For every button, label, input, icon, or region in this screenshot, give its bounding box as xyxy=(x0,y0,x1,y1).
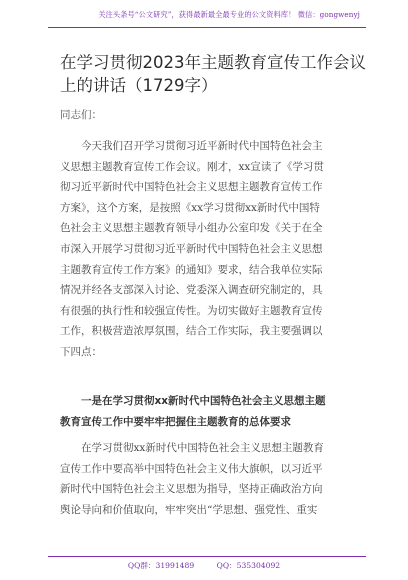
paragraph-line: 在学习贯彻xx新时代中国特色社会主义思想主题教育 xyxy=(81,442,324,454)
paragraph-line: 工作，积极营造浓厚氛围，结合工作实际，我主要强调以 xyxy=(60,325,323,338)
qq-number: QQ：535304092 xyxy=(216,561,281,570)
paragraph-line: 彻习近平新时代中国特色社会主义思想主题教育宣传工作 xyxy=(60,181,323,194)
title-line: 在学习贯彻2023年主题教育宣传工作会议 xyxy=(60,53,366,72)
paragraph-line: 有很强的执行性和较强宣传性。为切实做好主题教育宣传 xyxy=(60,304,323,317)
heading-line: 教育宣传工作中要牢牢把握住主题教育的总体要求 xyxy=(60,416,291,428)
paragraph-line: 色社会主义思想主题教育领导小组办公室印发《关于在全 xyxy=(60,222,323,235)
paragraph-line: 市深入开展学习贯彻习近平新时代中国特色社会主义思想 xyxy=(60,242,323,255)
paragraph-line: 情况并经各支部深入讨论、党委深入调查研究制定的，具 xyxy=(60,284,323,297)
footer-note xyxy=(0,560,408,571)
paragraph-line: 新时代中国特色社会主义思想为指导，坚持正确政治方向 xyxy=(60,483,323,496)
paragraph-1 xyxy=(60,136,350,363)
qq-group-number: QQ群：31991489 xyxy=(127,561,195,570)
heading-line: 一是在学习贯彻xx新时代中国特色社会主义思想主题 xyxy=(81,395,326,407)
section-heading xyxy=(60,391,360,433)
title-line: 上的讲话（1729字） xyxy=(60,76,218,95)
paragraph-line: 主题教育宣传工作方案》的通知》要求，结合我单位实际 xyxy=(60,263,323,276)
paragraph-line: 宣传工作中要高举中国特色社会主义伟大旗帜，以习近平 xyxy=(60,462,323,475)
paragraph-line: 今天我们召开学习贯彻习近平新时代中国特色社会主 xyxy=(81,140,323,152)
greeting: 同志们： xyxy=(60,109,102,121)
paragraph-line: 义思想主题教育宣传工作会议。刚才，xx宣读了《学习贯 xyxy=(60,160,324,173)
header-note: 关注头条号“公文研究”，获得最新最全最专业的公文资料库！ 微信：gongwenyj xyxy=(98,10,360,19)
paragraph-2 xyxy=(60,438,350,520)
paragraph-line: 下四点： xyxy=(60,345,102,358)
footer-divider xyxy=(48,556,366,557)
paragraph-line: 方案》，这个方案，是按照《xx学习贯彻xx新时代中国特 xyxy=(60,201,320,214)
document-title xyxy=(60,51,366,97)
header-divider xyxy=(48,27,366,28)
paragraph-line: 舆论导向和价值取向，牢牢突出“学思想、强党性、重实 xyxy=(60,503,318,516)
